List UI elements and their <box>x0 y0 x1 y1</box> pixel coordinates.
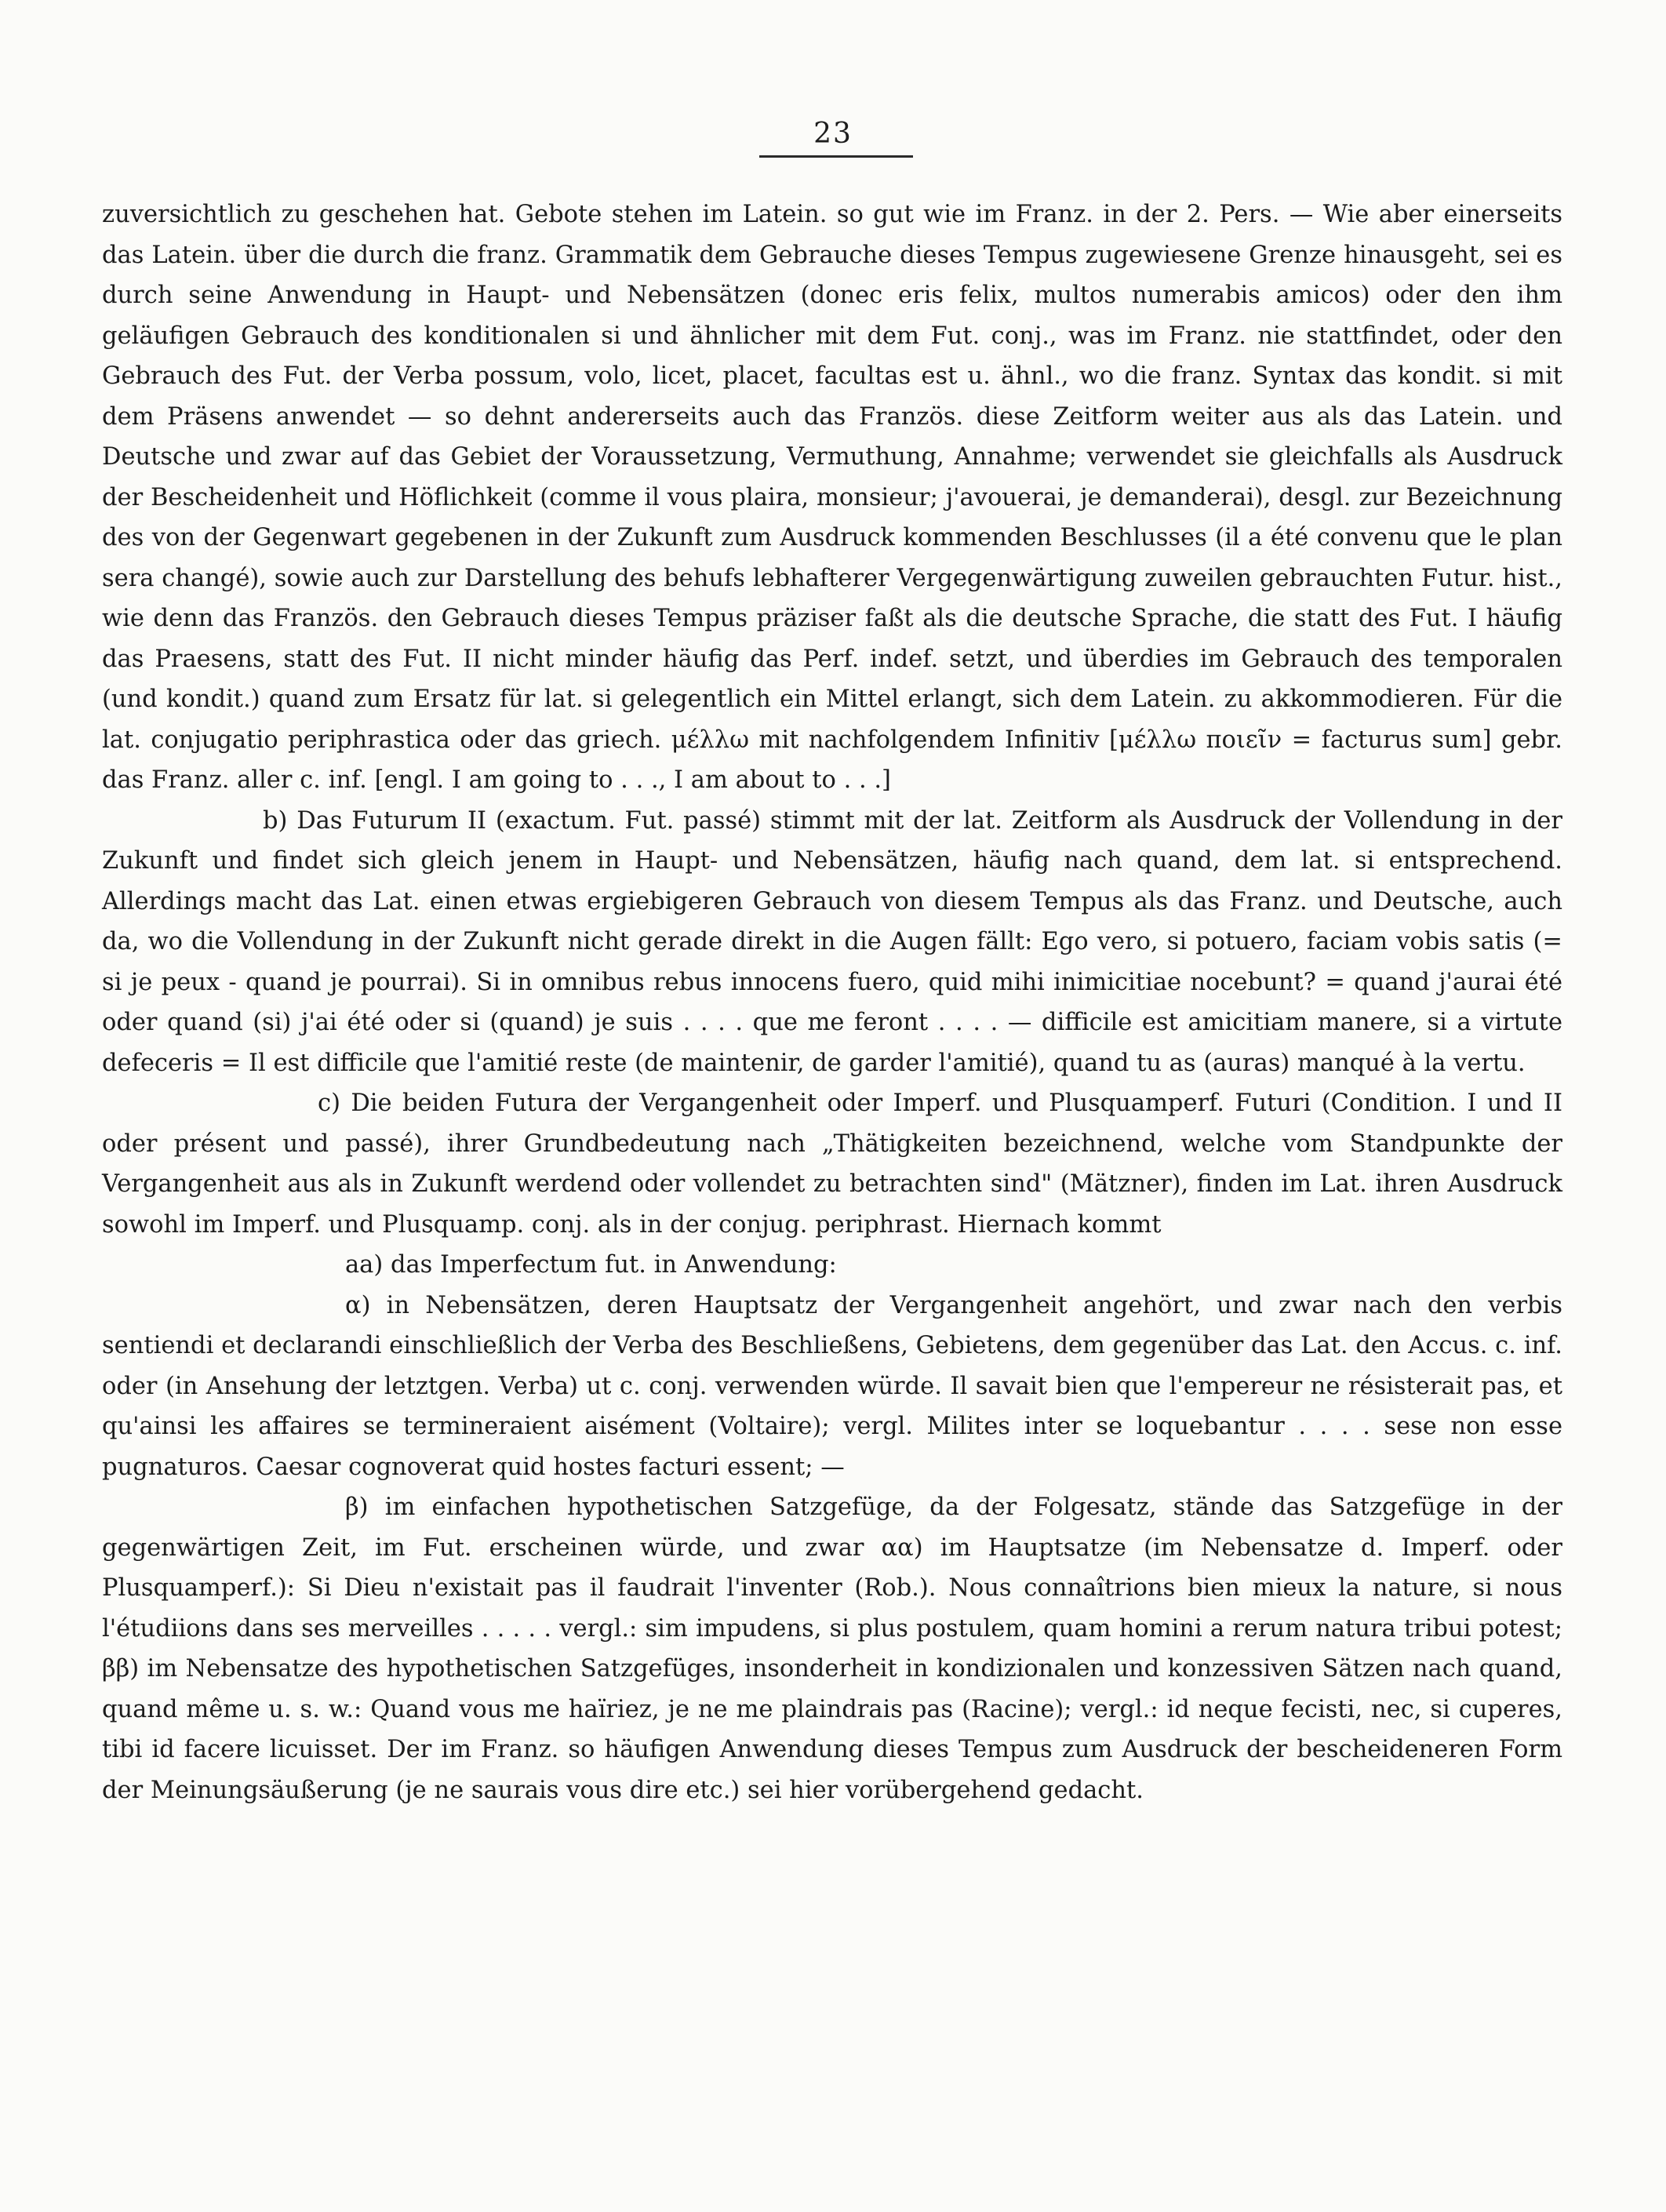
page-number: 23 <box>813 118 853 150</box>
paragraph-futura-vergangenheit: c) Die beiden Futura der Vergangenheit oder Imperf. und Plusquamperf. Futuri (Condition. I und II oder présent und passé), ihrer Grundbedeutung nach „Thätigkeiten bezeichnend, welche vom Standpunkte der Vergangenheit aus als in Zukunft werdend oder vollendet zu betrachten sind" (Mätzner), finden im Lat. ihren Ausdruck sowohl im Imperf. und Plusquamp. conj. als in der conjug. periphrast. Hiernach kommt <box>102 1090 1562 1239</box>
paragraph-beta: β) im einfachen hypothetischen Satzgefüge, da der Folgesatz, stände das Satzgefüge in der gegenwärtigen Zeit, im Fut. erscheinen würde, und zwar αα) im Hauptsatze (im Nebensatze d. Imperf. oder Plusquamperf.): Si Dieu n'existait pas il faudrait l'inventer (Rob.). Nous connaîtrions bien mieux la nature, si nous l'étudiions dans ses merveilles . . . . . vergl.: sim impudens, si plus postulem, quam homini a rerum natura tribui potest; ββ) im Nebensatze des hypothetischen Satzgefüges, insonderheit in kondizionalen und konzessiven Sätzen nach quand, quand même u. s. w.: Quand vous me haïriez, je ne me plaindrais pas (Racine); vergl.: id neque fecisti, nec, si cuperes, tibi id facere licuisset. Der im Franz. so häufigen Anwendung dieses Tempus zum Ausdruck der bescheideneren Form der Meinungsäußerung (je ne saurais vous dire etc.) sei hier vorübergehend gedacht. <box>102 1493 1562 1804</box>
page-number-rule <box>759 155 913 158</box>
paragraph-futurum-ii: b) Das Futurum II (exactum. Fut. passé) stimmt mit der lat. Zeitform als Ausdruck der Vollendung in der Zukunft und findet sich gleich jenem in Haupt- und Nebensätzen, häufig nach quand, dem lat. si entsprechend. Allerdings macht das Lat. einen etwas ergiebigeren Gebrauch von diesem Tempus als das Franz. und Deutsche, auch da, wo die Vollendung in der Zukunft nicht gerade direkt in die Augen fällt: Ego vero, si potuero, faciam vobis satis (= si je peux - quand je pourrai). Si in omnibus rebus innocens fuero, quid mihi inimicitiae nocebunt? = quand j'aurai été oder quand (si) j'ai été oder si (quand) je suis . . . . que me feront . . . . — difficile est amicitiam manere, si a virtute defeceris = Il est difficile que l'amitié reste (de maintenir, de garder l'amitié), quand tu as (auras) manqué à la vertu. <box>102 806 1562 1077</box>
paragraph-alpha: α) in Nebensätzen, deren Hauptsatz der Vergangenheit angehört, und zwar nach den verbis sentiendi et declarandi einschließlich der Verba des Beschließens, Gebietens, dem gegenüber das Lat. den Accus. c. inf. oder (in Ansehung der letztgen. Verba) ut c. conj. verwenden würde. Il savait bien que l'empereur ne résisterait pas, et qu'ainsi les affaires se termineraient aisément (Voltaire); vergl. Milites inter se loquebantur . . . . sese non esse pugnaturos. Caesar cognoverat quid hostes facturi essent; — <box>102 1291 1562 1481</box>
paragraph-continuation: zuversichtlich zu geschehen hat. Gebote stehen im Latein. so gut wie im Franz. in der 2. Pers. — Wie aber einerseits das Latein. über die durch die franz. Grammatik dem Gebrauche dieses Tempus zugewiesene Grenze hinausgeht, sei es durch seine Anwendung in Haupt- und Nebensätzen (donec eris felix, multos numerabis amicos) oder den ihm geläufigen Gebrauch des konditionalen si und ähnlicher mit dem Fut. conj., was im Franz. nie stattfindet, oder den Gebrauch des Fut. der Verba possum, volo, licet, placet, facultas est u. ähnl., wo die franz. Syntax das kondit. si mit dem Präsens anwendet — so dehnt andererseits auch das Französ. diese Zeitform weiter aus als das Latein. und Deutsche und zwar auf das Gebiet der Voraussetzung, Vermuthung, Annahme; verwendet sie gleichfalls als Ausdruck der Bescheidenheit und Höflichkeit (comme il vous plaira, monsieur; j'avouerai, je demanderai), desgl. zur Bezeichnung des von der Gegenwart gegebenen in der Zukunft zum Ausdruck kommenden Beschlusses (il a été convenu que le plan sera changé), sowie auch zur Darstellung des behufs lebhafterer Vergegenwärtigung zuweilen gebrauchten Futur. hist., wie denn das Französ. den Gebrauch dieses Tempus präziser faßt als die deutsche Sprache, die statt des Fut. I häufig das Praesens, statt des Fut. II nicht minder häufig das Perf. indef. setzt, und überdies im Gebrauch des temporalen (und kondit.) quand zum Ersatz für lat. si gelegentlich ein Mittel erlangt, sich dem Latein. zu akkommodieren. Für die lat. conjugatio periphrastica oder das griech. μέλλω mit nachfolgendem Infinitiv [μέλλω ποιεῖν = facturus sum] gebr. das Franz. aller c. inf. [engl. I am going to . . ., I am about to . . .] <box>102 201 1562 794</box>
paragraph-imperfectum-fut: aa) das Imperfectum fut. in Anwendung: <box>345 1251 837 1279</box>
body-text <box>102 195 1562 1810</box>
